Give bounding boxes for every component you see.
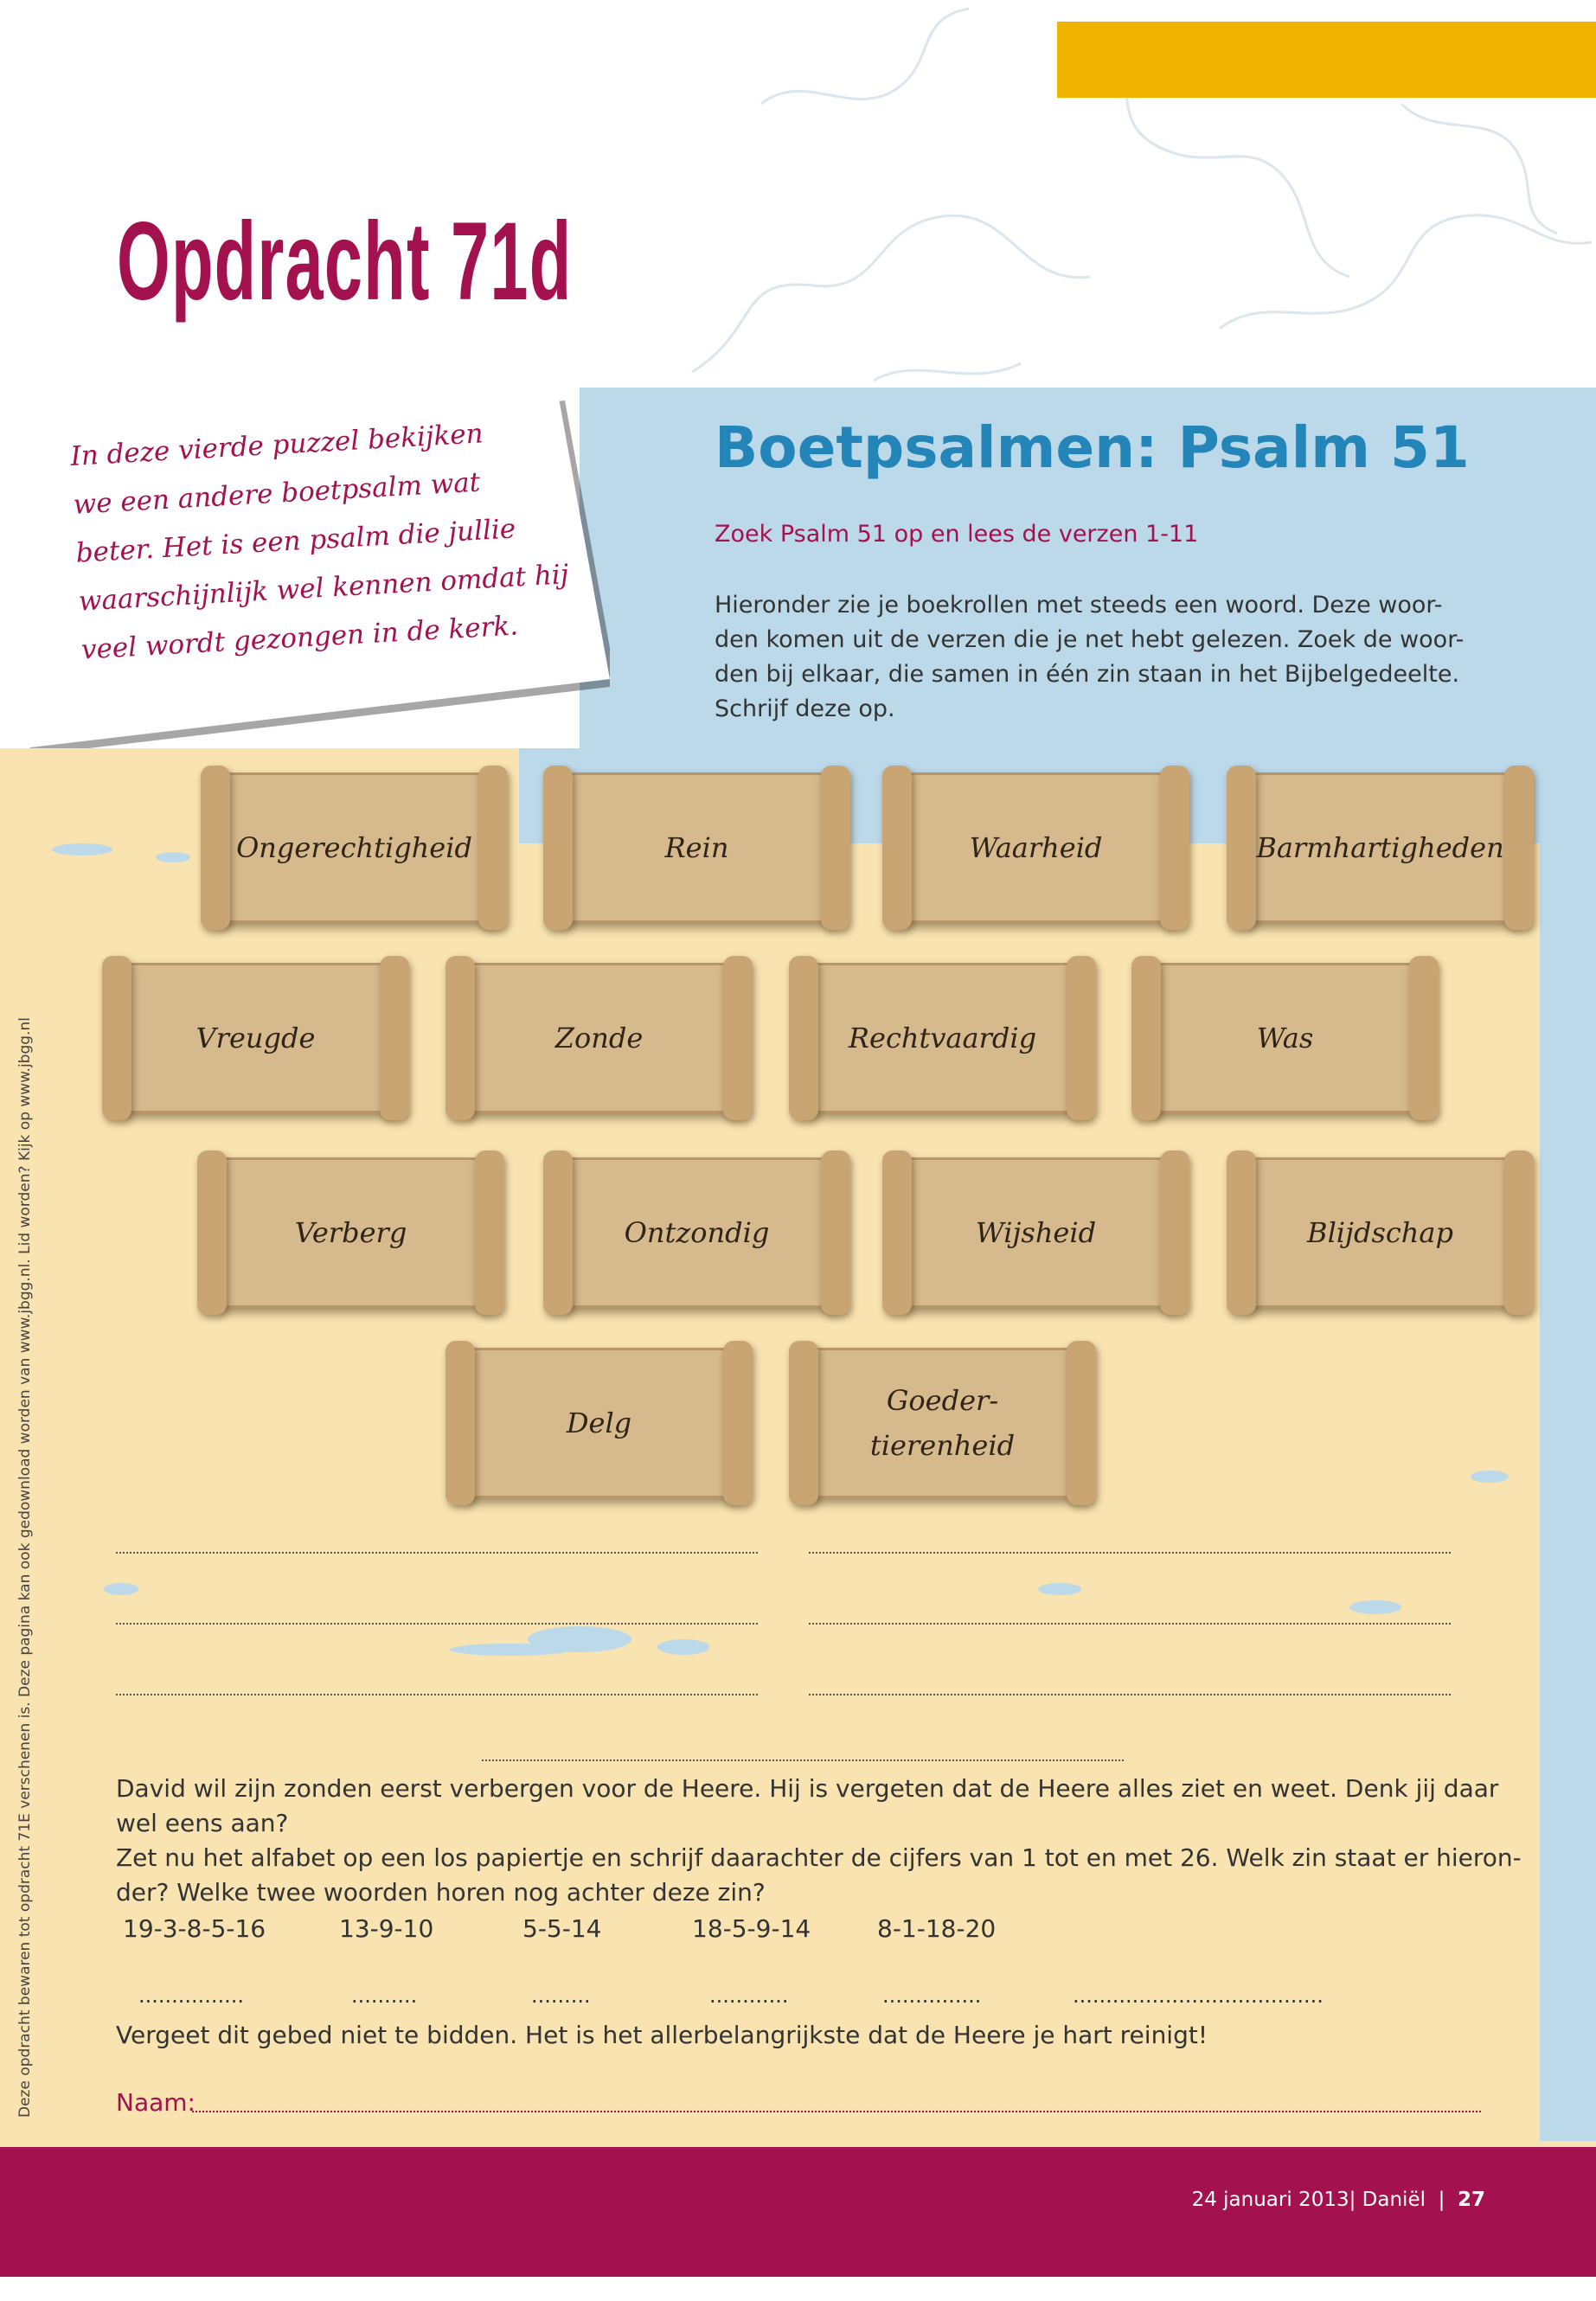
note-line: beter. Het is een psalm die jullie bbox=[74, 513, 517, 569]
puzzle-instructions bbox=[116, 1772, 1522, 1910]
scroll-word: Goeder- tierenheid bbox=[869, 1384, 1016, 1462]
answer-line[interactable] bbox=[809, 1552, 1451, 1554]
scroll-roll bbox=[197, 1150, 227, 1315]
note-line: we een andere boetpsalm wat bbox=[72, 466, 482, 521]
scroll-roll bbox=[475, 1150, 504, 1315]
instructions-line: wel eens aan? bbox=[116, 1809, 289, 1837]
name-field[interactable] bbox=[192, 2111, 1481, 2112]
scroll-roll bbox=[543, 766, 573, 930]
scroll-card bbox=[445, 1341, 753, 1505]
scroll-word: Zonde bbox=[554, 1022, 644, 1054]
scroll-roll bbox=[821, 766, 850, 930]
scroll-roll bbox=[380, 956, 409, 1120]
water-speck bbox=[52, 843, 112, 856]
cipher-answer-blank[interactable]: ...................................... bbox=[1073, 1984, 1324, 2008]
scroll-roll bbox=[789, 956, 818, 1120]
instructions-line: Schrijf deze op. bbox=[715, 695, 895, 722]
note-line: waarschijnlijk wel kennen omdat hij bbox=[77, 559, 570, 618]
water-speck bbox=[1471, 1471, 1509, 1483]
scroll-word: Was bbox=[1256, 1022, 1314, 1054]
scroll-card bbox=[102, 956, 409, 1120]
scroll-roll bbox=[1227, 1150, 1256, 1315]
scroll-roll bbox=[1067, 1341, 1096, 1505]
scroll-word: Verberg bbox=[294, 1216, 407, 1249]
scroll-word: Waarheid bbox=[969, 831, 1103, 864]
scroll-roll bbox=[1504, 766, 1534, 930]
footer-info: 24 januari 2013| Daniël | 27 bbox=[1191, 2189, 1485, 2211]
note-line: In deze vierde puzzel bekijken bbox=[69, 418, 484, 472]
note-line: veel wordt gezongen in de kerk. bbox=[80, 610, 519, 666]
scroll-roll bbox=[723, 1341, 753, 1505]
scroll-roll bbox=[1160, 1150, 1189, 1315]
scroll-card bbox=[1131, 956, 1439, 1120]
cipher-code: 18-5-9-14 bbox=[692, 1914, 811, 1943]
scroll-roll bbox=[1160, 766, 1189, 930]
scroll-card bbox=[1227, 766, 1534, 930]
scroll-roll bbox=[445, 1341, 475, 1505]
section-heading: Boetpsalmen: Psalm 51 bbox=[715, 414, 1470, 481]
scroll-roll bbox=[445, 956, 475, 1120]
water-speck bbox=[104, 1583, 138, 1595]
prayer-text: Vergeet dit gebed niet te bidden. Het is het allerbelangrijkste dat de Heere je hart reinigt! bbox=[116, 2021, 1208, 2049]
answer-line[interactable] bbox=[482, 1759, 1124, 1761]
answer-line[interactable] bbox=[809, 1623, 1451, 1625]
scroll-card bbox=[882, 766, 1189, 930]
instructions-line: den bij elkaar, die samen in één zin staan in het Bijbelgedeelte. bbox=[715, 661, 1460, 688]
scroll-roll bbox=[1227, 766, 1256, 930]
water-speck bbox=[1038, 1583, 1081, 1595]
scroll-card bbox=[543, 766, 850, 930]
answer-line[interactable] bbox=[116, 1552, 758, 1554]
instructions-line: Hieronder zie je boekrollen met steeds een woord. Deze woor- bbox=[715, 592, 1443, 619]
instructions-line: Zet nu het alfabet op een los papiertje en schrijf daarachter de cijfers van 1 tot en met 26. Welk zin staat er hieron- bbox=[116, 1843, 1522, 1872]
scroll-word: Ontzondig bbox=[624, 1216, 770, 1249]
scroll-roll bbox=[789, 1341, 818, 1505]
scroll-card bbox=[882, 1150, 1189, 1315]
header-accent-bar bbox=[1057, 22, 1596, 98]
footer-publication: Daniël bbox=[1362, 2189, 1426, 2211]
scroll-roll bbox=[882, 766, 912, 930]
cipher-code: 8-1-18-20 bbox=[877, 1914, 997, 1943]
scroll-roll bbox=[1504, 1150, 1534, 1315]
cipher-code: 13-9-10 bbox=[339, 1914, 434, 1943]
scroll-card bbox=[201, 766, 508, 930]
instructions-line: David wil zijn zonden eerst verbergen voor de Heere. Hij is vergeten dat de Heere alles ziet en weet. Denk jij daar bbox=[116, 1774, 1499, 1803]
water-speck bbox=[1349, 1600, 1401, 1614]
instructions bbox=[715, 588, 1493, 727]
scroll-roll bbox=[201, 766, 230, 930]
scroll-word: Blijdschap bbox=[1307, 1216, 1453, 1249]
cipher-code: 19-3-8-5-16 bbox=[123, 1914, 266, 1943]
scroll-roll bbox=[723, 956, 753, 1120]
scroll-roll bbox=[1067, 956, 1096, 1120]
scroll-roll bbox=[543, 1150, 573, 1315]
answer-line[interactable] bbox=[809, 1694, 1451, 1695]
footer-date: 24 januari 2013 bbox=[1191, 2189, 1349, 2211]
scroll-card bbox=[789, 1341, 1096, 1505]
page-title: Opdracht 71d bbox=[117, 200, 573, 324]
note-text bbox=[69, 403, 610, 675]
scroll-word: Rechtvaardig bbox=[848, 1022, 1037, 1054]
scroll-card bbox=[789, 956, 1096, 1120]
instructions-line: den komen uit de verzen die je net hebt gelezen. Zoek de woor- bbox=[715, 626, 1465, 653]
cipher-answer-blank[interactable]: .......... bbox=[351, 1984, 418, 2008]
page-number: 27 bbox=[1457, 2189, 1485, 2211]
cipher-answer-blank[interactable]: ............ bbox=[709, 1984, 789, 2008]
scroll-card bbox=[445, 956, 753, 1120]
scroll-word: Barmhartigheden bbox=[1256, 831, 1504, 864]
intro-text: Zoek Psalm 51 op en lees de verzen 1-11 bbox=[715, 521, 1199, 548]
scroll-word: Vreugde bbox=[195, 1022, 316, 1054]
footer-band bbox=[0, 2147, 1596, 2277]
water-speck bbox=[450, 1644, 571, 1656]
answer-line[interactable] bbox=[116, 1623, 758, 1625]
scroll-roll bbox=[882, 1150, 912, 1315]
water-speck bbox=[156, 852, 190, 862]
cipher-answer-blank[interactable]: ......... bbox=[531, 1984, 591, 2008]
cipher-code: 5-5-14 bbox=[522, 1914, 602, 1943]
scroll-word: Wijsheid bbox=[975, 1216, 1097, 1249]
water-speck bbox=[657, 1639, 709, 1655]
scroll-roll bbox=[478, 766, 508, 930]
scroll-card bbox=[543, 1150, 850, 1315]
scroll-roll bbox=[1131, 956, 1161, 1120]
scroll-word: Delg bbox=[566, 1407, 632, 1439]
scroll-roll bbox=[1409, 956, 1439, 1120]
scroll-word: Ongerechtigheid bbox=[236, 831, 472, 864]
sand-water-edge bbox=[1540, 843, 1596, 2141]
scroll-roll bbox=[821, 1150, 850, 1315]
instructions-line: der? Welke twee woorden horen nog achter deze zin? bbox=[116, 1878, 766, 1907]
cipher-answer-blank[interactable]: ............... bbox=[882, 1984, 982, 2008]
scroll-word: Rein bbox=[664, 831, 729, 864]
name-label: Naam: bbox=[116, 2088, 195, 2117]
answer-line[interactable] bbox=[116, 1694, 758, 1695]
scroll-card bbox=[197, 1150, 504, 1315]
side-notice: Deze opdracht bewaren tot opdracht 71E verschenen is. Deze pagina kan ook gedownload worden van www.jbgg.nl. Lid worden? Kijk op www.jbgg.nl bbox=[16, 1017, 34, 2118]
cipher-answer-blank[interactable]: ................ bbox=[138, 1984, 245, 2008]
scroll-roll bbox=[102, 956, 131, 1120]
scroll-card bbox=[1227, 1150, 1534, 1315]
